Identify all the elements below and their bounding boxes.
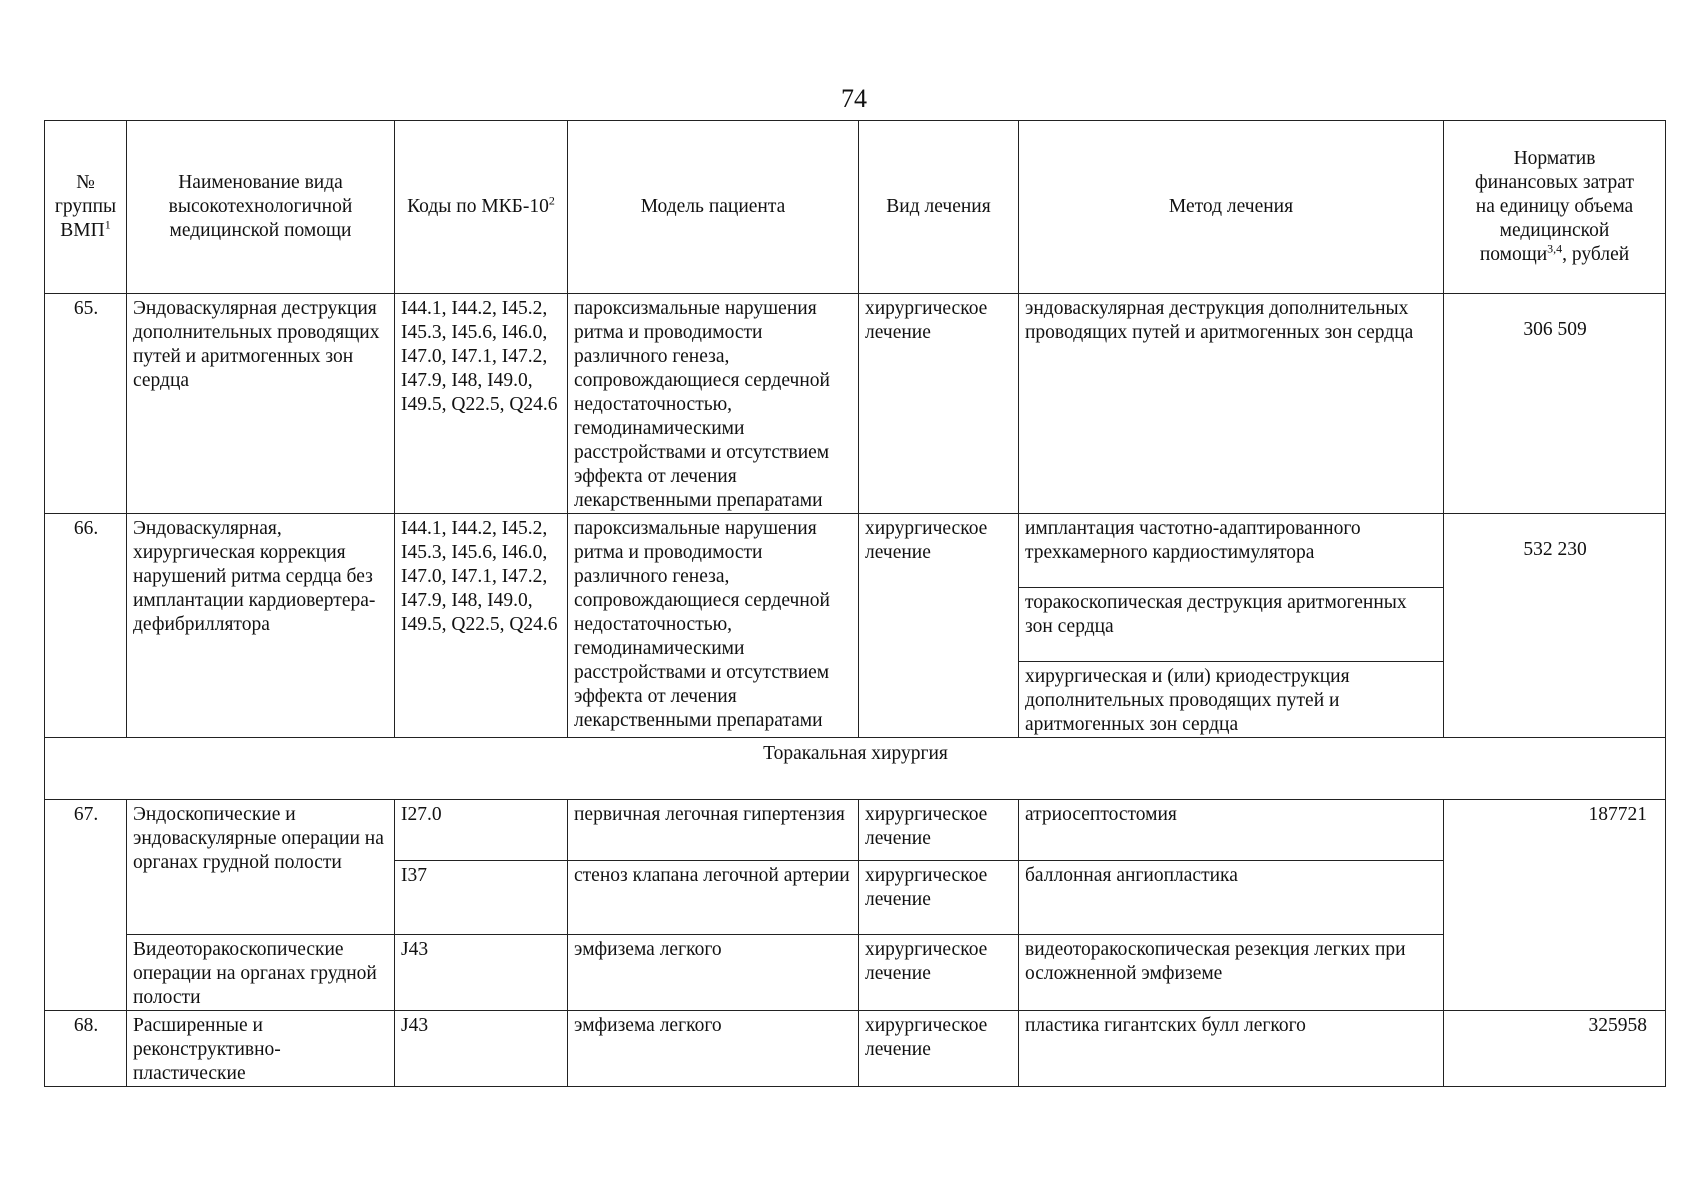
care-type-name: Эндоскопические и эндоваскулярные операции на органах грудной полости — [127, 800, 395, 935]
header-treatment-type: Вид лечения — [859, 121, 1019, 294]
cost-norm: 325958 — [1444, 1011, 1666, 1087]
table-row-68 — [45, 1011, 1666, 1087]
section-row — [45, 738, 1666, 800]
header-row — [45, 121, 1666, 294]
icd-codes: I37 — [395, 861, 568, 935]
treatment-method: торакоскопическая деструкция аритмогенных зон сердца — [1019, 588, 1444, 662]
care-type-name: Эндоваскулярная деструкция дополнительных проводящих путей и аритмогенных зон сердца — [127, 294, 395, 514]
header-icd-codes: Коды по МКБ-$10^2$ — [395, 121, 568, 294]
icd-codes: I44.1, I44.2, I45.2, I45.3, I45.6, I46.0, I47.0, I47.1, I47.2, I47.9, I48, I49.0, I49.5, Q22.5, Q24.6 — [395, 514, 568, 738]
patient-model: первичная легочная гипертензия — [568, 800, 859, 861]
treatment-type: хирургическое лечение — [859, 935, 1019, 1011]
header-group-number: № группы ВМП$^1$ — [45, 121, 127, 294]
header-cost-norm: Норматив финансовых затрат на единицу объема медицинской помощи$^{3,4}$, рублей — [1444, 121, 1666, 294]
row-number: 66. — [45, 514, 127, 738]
patient-model: стеноз клапана легочной артерии — [568, 861, 859, 935]
patient-model: эмфизема легкого — [568, 1011, 859, 1087]
treatment-type: хирургическое лечение — [859, 294, 1019, 514]
treatment-type: хирургическое лечение — [859, 1011, 1019, 1087]
icd-codes: I27.0 — [395, 800, 568, 861]
table-row-66 — [45, 514, 1666, 588]
patient-model: пароксизмальные нарушения ритма и проводимости различного генеза, сопровождающиеся сердечной недостаточностью, гемодинамическими расстройствами и отсутствием эффекта от лечения лекарственными препаратами — [568, 514, 859, 738]
treatment-method: видеоторакоскопическая резекция легких при осложненной эмфиземе — [1019, 935, 1444, 1011]
treatment-method: имплантация частотно-адаптированного трехкамерного кардиостимулятора — [1019, 514, 1444, 588]
section-title: Торакальная хирургия — [45, 738, 1666, 800]
table-row-67 — [45, 800, 1666, 861]
patient-model: эмфизема легкого — [568, 935, 859, 1011]
header-treatment-method: Метод лечения — [1019, 121, 1444, 294]
treatment-method: эндоваскулярная деструкция дополнительных проводящих путей и аритмогенных зон сердца — [1019, 294, 1444, 514]
care-type-name: Эндоваскулярная, хирургическая коррекция нарушений ритма сердца без имплантации кардиовертера-дефибриллятора — [127, 514, 395, 738]
cost-norm: 187721 — [1444, 800, 1666, 1011]
icd-codes: J43 — [395, 935, 568, 1011]
treatment-type: хирургическое лечение — [859, 514, 1019, 738]
icd-codes: I44.1, I44.2, I45.2, I45.3, I45.6, I46.0, I47.0, I47.1, I47.2, I47.9, I48, I49.0, I49.5, Q22.5, Q24.6 — [395, 294, 568, 514]
cost-norm: 532 230 — [1444, 514, 1666, 738]
page-number: 74 — [841, 84, 867, 113]
treatment-type: хирургическое лечение — [859, 800, 1019, 861]
treatment-method: атриосептостомия — [1019, 800, 1444, 861]
patient-model: пароксизмальные нарушения ритма и проводимости различного генеза, сопровождающиеся сердечной недостаточностью, гемодинамическими расстройствами и отсутствием эффекта от лечения лекарственными препаратами — [568, 294, 859, 514]
row-number: 67. — [45, 800, 127, 1011]
treatment-method: баллонная ангиопластика — [1019, 861, 1444, 935]
treatment-method: пластика гигантских булл легкого — [1019, 1011, 1444, 1087]
header-patient-model: Модель пациента — [568, 121, 859, 294]
header-care-type-name: Наименование вида высокотехнологичной медицинской помощи — [127, 121, 395, 294]
icd-codes: J43 — [395, 1011, 568, 1087]
table-row-67-sub-3 — [45, 935, 1666, 1011]
care-type-name: Расширенные и реконструктивно-пластические — [127, 1011, 395, 1087]
care-type-name: Видеоторакоскопические операции на органах грудной полости — [127, 935, 395, 1011]
cost-norm: 306 509 — [1444, 294, 1666, 514]
row-number: 68. — [45, 1011, 127, 1087]
table-row-65 — [45, 294, 1666, 514]
row-number: 65. — [45, 294, 127, 514]
treatment-method: хирургическая и (или) криодеструкция дополнительных проводящих путей и аритмогенных зон сердца — [1019, 662, 1444, 738]
treatment-type: хирургическое лечение — [859, 861, 1019, 935]
vmp-table — [44, 120, 1666, 1087]
